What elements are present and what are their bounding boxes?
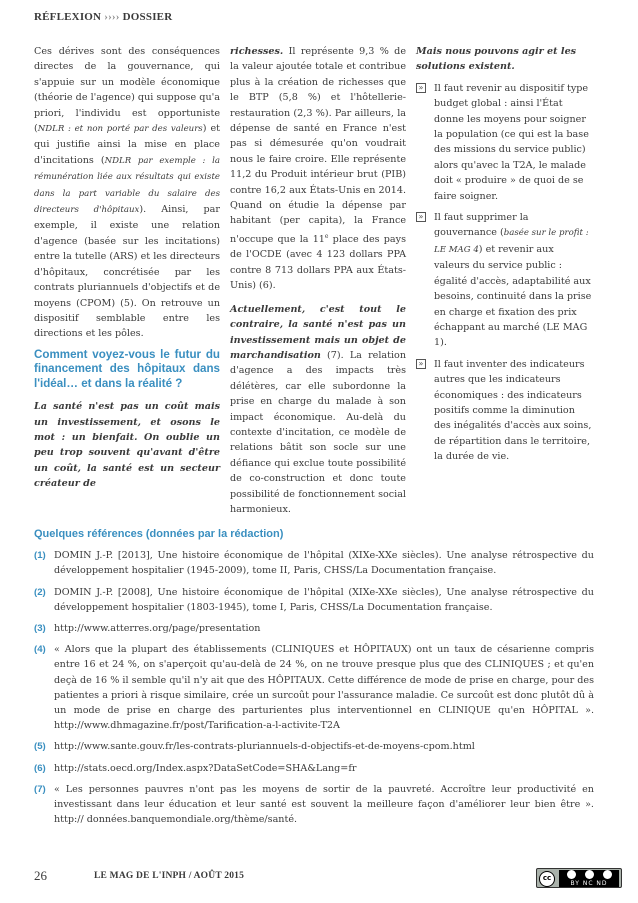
reference-item — [34, 761, 594, 776]
page-number: 26 — [34, 868, 47, 883]
col2-lead-2: Actuellement, c'est tout le contraire, la santé n'est pas un investissement mais un objet de marchandisation — [230, 303, 406, 361]
col2-paragraph-2 — [230, 302, 406, 518]
dossier-label: DOSSIER — [122, 11, 173, 23]
bullet-arrow-icon: » — [416, 359, 426, 369]
references-title: Quelques références (données par la rédaction) — [34, 528, 284, 540]
col3-lead: Mais nous pouvons agir et les solutions existent. — [416, 46, 577, 73]
bullet-text-2a: Il faut supprimer la gouvernance ( — [434, 212, 529, 239]
reference-number: (7) — [34, 783, 46, 795]
cc-logo-icon: cc — [539, 871, 555, 887]
reference-number: (3) — [34, 623, 46, 635]
column-1 — [34, 44, 220, 492]
reference-item — [34, 739, 594, 754]
creative-commons-badge[interactable] — [536, 868, 622, 888]
bullet-item — [416, 210, 592, 351]
question-heading: Comment voyez-vous le futur du financement des hôpitaux dans l'idéal… et dans la réalité ? — [34, 347, 220, 390]
col2-paragraph-1 — [230, 44, 406, 294]
bullet-item — [416, 357, 592, 465]
reference-number: (1) — [34, 550, 46, 562]
col2-text-end: place des pays de l'OCDE (avec 4 123 dollars PPA contre 8 713 dollars PPA aux États-Unis) (6). — [230, 234, 406, 292]
reference-item — [34, 782, 594, 828]
col1-text-c: ). Ainsi, par exemple, il existe une relation d'agence (basée sur les incitations) entre la tutelle (ARS) et les directeurs d'hôpitaux, concrétisée par les contrats pluriannuels d'objectifs et de moyens (CPOM) (5). On retrouve un dispositif semblable entre les directions et les pôles. — [34, 204, 220, 340]
reference-number: (5) — [34, 741, 46, 753]
reference-number: (6) — [34, 762, 46, 774]
reference-text: « Alors que la plupart des établissements (CLINIQUES et HÔPITAUX) ont un taux de césarienne compris entre 16 et 24 %, on s'aperçoit qu'au-delà de 24 %, on ne trouve presque plus que des CLINIQUES ; et qu'en deçà de 16 % il semble qu'il n'y ait que des HÔPITAUX. Cette différence de mode de prise en charge, pour des patientes a priori à risque similaire, crée un surcoût pour l'assurance maladie. Ce surcoût est donc plutôt dû à un mode de prise en charge des parturientes plus interventionnel en CLINIQUE qu'en HÔPITAL ». http://www.dhmagazine.fr/post/Tarification-a-l-activite-T2A — [54, 644, 594, 732]
header-arrows: ›››› — [104, 11, 120, 23]
reference-link[interactable]: http://www.atterres.org/page/presentation — [54, 623, 261, 635]
column-3 — [416, 44, 592, 465]
bullet-text-1: Il faut revenir au dispositif type budget global : ainsi l'État donne les moyens pour soigner la population (ce qui est la base des missions du service public) alors qu'avec la T2A, le malade doit « produire » de quoi de se faire soigner. — [434, 82, 589, 202]
col1-note-2: NDLR par exemple : la rémunération liée aux résultats qui existe dans la part variable du salaire des directeurs d'hôpitaux — [34, 155, 220, 216]
col1-paragraph — [34, 44, 220, 342]
bullet-item — [416, 81, 592, 204]
section-label: RÉFLEXION — [34, 11, 102, 23]
references-section — [34, 527, 594, 833]
reference-link[interactable]: http://www.sante.gouv.fr/les-contrats-pluriannuels-d-objectifs-et-de-moyens-cpom.html — [54, 741, 475, 753]
bullet-text-2b: ) et revenir aux valeurs du service public : égalité d'accès, adaptabilité aux besoins, continuité dans la prise en charge et fixation des prix échappant au marché (LE MAG 1). — [434, 243, 592, 349]
nc-icon — [585, 870, 594, 879]
reference-item — [34, 621, 594, 636]
by-icon — [567, 870, 576, 879]
reference-text: « Les personnes pauvres n'ont pas les moyens de sortir de la pauvreté. Accroître leur productivité en investissant dans leur éducation et leur santé est souvent la meilleure façon d'améliorer leur bien être ». http:// données.banquemondiale.org/thème/santé. — [54, 783, 594, 826]
col1-lead: La santé n'est pas un coût mais un investissement, et osons le mot : un bienfait. On oublie un peu trop souvent qu'avant d'être un coût, la santé est un secteur créateur de — [34, 401, 220, 490]
page-footer — [34, 868, 608, 888]
col2-superscript: e — [324, 232, 329, 240]
section-header — [34, 11, 172, 23]
bullet-note: basée sur le profit : LE MAG 4 — [434, 228, 589, 255]
col1-text-b: ) et qui justifie ainsi la mise en place d'incitations ( — [34, 123, 220, 166]
bullet-text-3: Il faut inventer des indicateurs autres que les indicateurs économiques : des indicateurs positifs comme la diminution des inégalités d'accès aux soins, de répartition dans le territoire, la durée de vie. — [434, 358, 592, 463]
reference-link[interactable]: http://stats.oecd.org/Index.aspx?DataSetCode=SHA&Lang=fr — [54, 762, 357, 774]
col2-lead-word: richesses. — [230, 46, 284, 57]
col2-text-2: (7). La relation d'agence a des impacts très délétères, car elle subordonne la prise en charge du malade à son impact économique. Au-delà du contexte d'incitation, ce modèle de relations bâtit son socle sur une défiance qui exclue toute possibilité de co-construction et donc toute possibilité de fonctionnement social harmonieux. — [230, 349, 406, 515]
col2-text: Il représente 9,3 % de la valeur ajoutée totale et contribue plus à la création de richesses que le BTP (5,8 %) et l'hôtellerie-restauration (2,3 %). Par ailleurs, la dépense de santé en France n'est pas si démesurée qu'on voudrait nous le faire croire. Elle représente 11,2 du Produit intérieur brut (PIB) contre 16,2 aux États-Unis en 2014. Quand on étudie la dépense par habitant (per capita), la France n'occupe que la 11 — [230, 46, 406, 246]
license-label: BY NC ND — [559, 879, 619, 888]
reference-item — [34, 585, 594, 615]
reference-text: DOMIN J.-P. [2013], Une histoire économique de l'hôpital (XIXe-XXe siècles). Une analyse rétrospective du développement hospitalier (1945-2009), tome II, Paris, CHSS/La Documentation française. — [54, 550, 594, 577]
reference-number: (4) — [34, 644, 46, 656]
reference-number: (2) — [34, 586, 46, 598]
col1-note-1: NDLR : et non porté par des valeurs — [37, 124, 203, 135]
magazine-title: LE MAG DE L'INPH / AOÛT 2015 — [94, 871, 245, 881]
bullet-arrow-icon: » — [416, 83, 426, 93]
column-2 — [230, 44, 406, 517]
reference-item — [34, 548, 594, 578]
bullet-arrow-icon: » — [416, 212, 426, 222]
col1-text-a: Ces dérives sont des conséquences directes de la gouvernance, qui s'appuie sur un modèle économique (théorie de l'agence) qui suppose qu'a priori, l'individu est opportuniste ( — [34, 46, 220, 135]
nd-icon — [603, 870, 612, 879]
reference-item — [34, 642, 594, 733]
reference-text: DOMIN J.-P. [2008], Une histoire économique de l'hôpital (XIXe-XXe siècles), Une analyse rétrospective du développement hospitalier (1803-1945), tome I, Paris, CHSS/La Documentation française. — [54, 586, 594, 613]
